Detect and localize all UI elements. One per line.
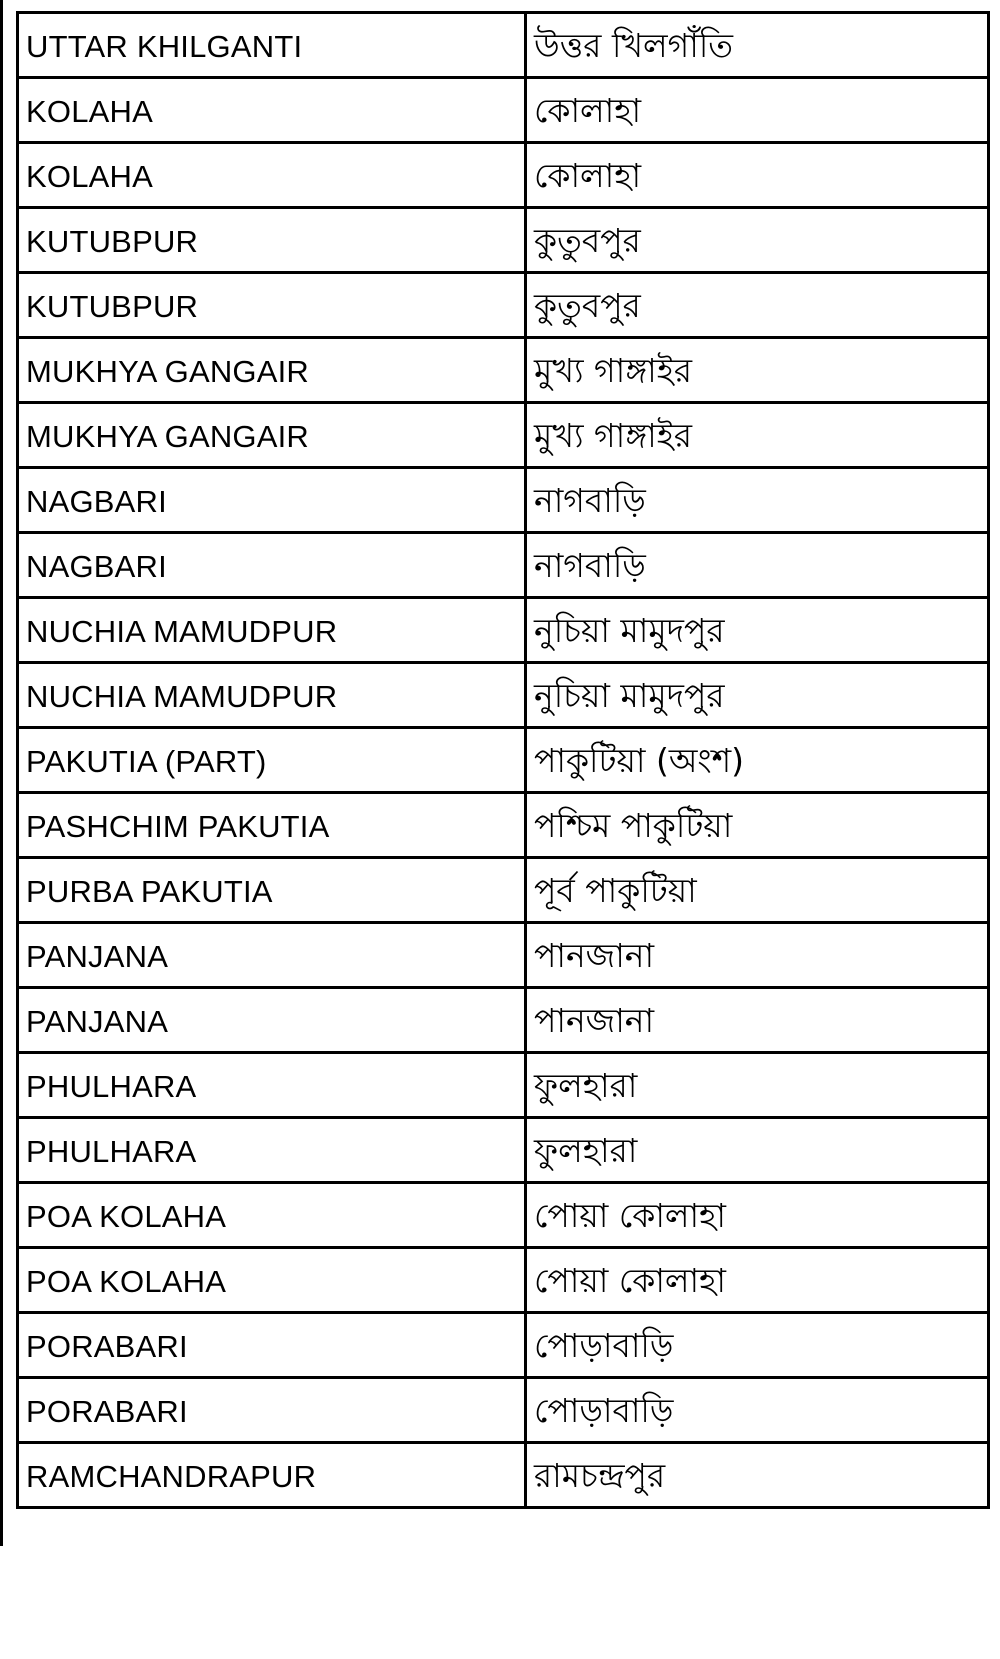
village-name-english-cell: PHULHARA bbox=[18, 1118, 526, 1183]
village-name-english-cell: RAMCHANDRAPUR bbox=[18, 1443, 526, 1508]
village-name-bengali-cell: কুতুবপুর bbox=[526, 208, 989, 273]
village-name-english-cell: PORABARI bbox=[18, 1378, 526, 1443]
table-row bbox=[18, 13, 989, 78]
village-name-bengali-cell: পোয়া কোলাহা bbox=[526, 1248, 989, 1313]
village-name-bengali-cell: পোড়াবাড়ি bbox=[526, 1378, 989, 1443]
village-name-english-cell: POA KOLAHA bbox=[18, 1248, 526, 1313]
village-name-english-cell: KOLAHA bbox=[18, 78, 526, 143]
table-row bbox=[18, 923, 989, 988]
table-row bbox=[18, 1248, 989, 1313]
village-name-english-cell: PAKUTIA (PART) bbox=[18, 728, 526, 793]
village-name-english-cell: KUTUBPUR bbox=[18, 208, 526, 273]
village-name-bengali-cell: পোয়া কোলাহা bbox=[526, 1183, 989, 1248]
village-name-table bbox=[16, 11, 990, 1509]
village-name-english-cell: UTTAR KHILGANTI bbox=[18, 13, 526, 78]
village-name-bengali-cell: নাগবাড়ি bbox=[526, 533, 989, 598]
village-name-english-cell: PURBA PAKUTIA bbox=[18, 858, 526, 923]
table-row bbox=[18, 208, 989, 273]
village-name-bengali-cell: উত্তর খিলগাঁতি bbox=[526, 13, 989, 78]
village-name-bengali-cell: নুচিয়া মামুদপুর bbox=[526, 598, 989, 663]
village-name-english-cell: MUKHYA GANGAIR bbox=[18, 403, 526, 468]
table-body bbox=[18, 13, 989, 1508]
village-name-english-cell: KOLAHA bbox=[18, 143, 526, 208]
table-row bbox=[18, 793, 989, 858]
village-name-english-cell: KUTUBPUR bbox=[18, 273, 526, 338]
table-row bbox=[18, 1118, 989, 1183]
table-row bbox=[18, 858, 989, 923]
table-row bbox=[18, 663, 989, 728]
village-name-bengali-cell: ফুলহারা bbox=[526, 1053, 989, 1118]
table-row bbox=[18, 728, 989, 793]
village-name-english-cell: MUKHYA GANGAIR bbox=[18, 338, 526, 403]
table-row bbox=[18, 403, 989, 468]
village-name-english-cell: NUCHIA MAMUDPUR bbox=[18, 663, 526, 728]
village-name-english-cell: PHULHARA bbox=[18, 1053, 526, 1118]
village-name-bengali-cell: পূর্ব পাকুটিয়া bbox=[526, 858, 989, 923]
table-row bbox=[18, 1183, 989, 1248]
village-name-bengali-cell: কুতুবপুর bbox=[526, 273, 989, 338]
village-name-english-cell: POA KOLAHA bbox=[18, 1183, 526, 1248]
village-name-bengali-cell: রামচন্দ্রপুর bbox=[526, 1443, 989, 1508]
village-name-bengali-cell: পানজানা bbox=[526, 923, 989, 988]
village-name-bengali-cell: কোলাহা bbox=[526, 78, 989, 143]
table-row bbox=[18, 143, 989, 208]
table-row bbox=[18, 533, 989, 598]
village-name-bengali-cell: মুখ্য গাঙ্গাইর bbox=[526, 338, 989, 403]
village-name-english-cell: NAGBARI bbox=[18, 468, 526, 533]
village-name-english-cell: PANJANA bbox=[18, 923, 526, 988]
table-row bbox=[18, 1313, 989, 1378]
village-name-english-cell: NAGBARI bbox=[18, 533, 526, 598]
village-name-bengali-cell: নুচিয়া মামুদপুর bbox=[526, 663, 989, 728]
village-name-bengali-cell: ফুলহারা bbox=[526, 1118, 989, 1183]
village-name-english-cell: PORABARI bbox=[18, 1313, 526, 1378]
table-row bbox=[18, 1053, 989, 1118]
table-row bbox=[18, 1378, 989, 1443]
village-name-bengali-cell: পোড়াবাড়ি bbox=[526, 1313, 989, 1378]
table-row bbox=[18, 468, 989, 533]
village-name-bengali-cell: নাগবাড়ি bbox=[526, 468, 989, 533]
table-row bbox=[18, 598, 989, 663]
village-name-english-cell: NUCHIA MAMUDPUR bbox=[18, 598, 526, 663]
village-name-english-cell: PASHCHIM PAKUTIA bbox=[18, 793, 526, 858]
table-row bbox=[18, 1443, 989, 1508]
village-name-bengali-cell: মুখ্য গাঙ্গাইর bbox=[526, 403, 989, 468]
village-name-bengali-cell: কোলাহা bbox=[526, 143, 989, 208]
village-name-bengali-cell: পানজানা bbox=[526, 988, 989, 1053]
table-left-edge-line bbox=[0, 0, 3, 1546]
table-row bbox=[18, 988, 989, 1053]
village-name-english-cell: PANJANA bbox=[18, 988, 526, 1053]
table-row bbox=[18, 273, 989, 338]
table-row bbox=[18, 338, 989, 403]
table-row bbox=[18, 78, 989, 143]
village-name-bengali-cell: পশ্চিম পাকুটিয়া bbox=[526, 793, 989, 858]
village-name-bengali-cell: পাকুটিয়া (অংশ) bbox=[526, 728, 989, 793]
